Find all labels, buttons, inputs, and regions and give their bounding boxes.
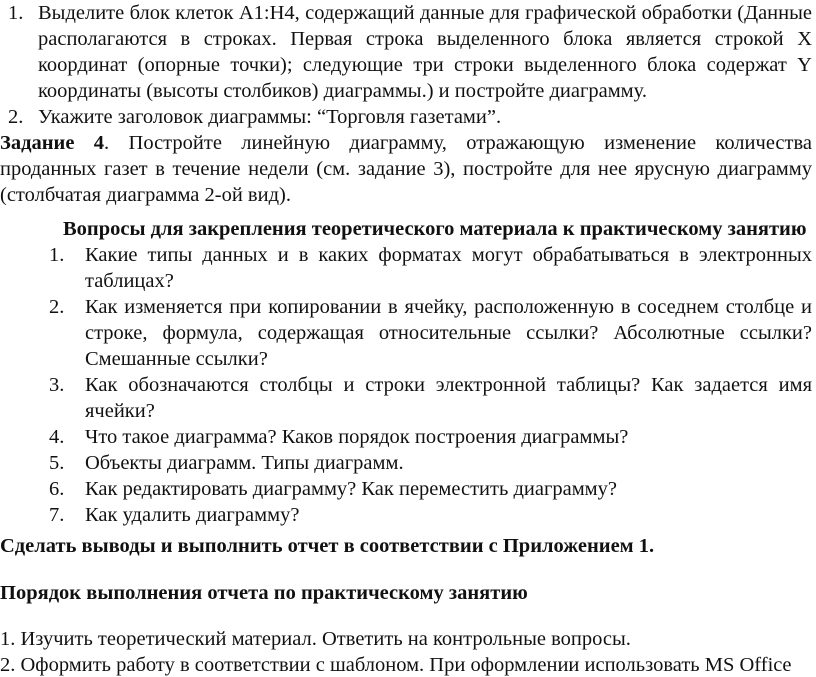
list-item [0, 294, 812, 372]
list-item-text: Объекты диаграмм. Типы диаграмм. [85, 452, 404, 474]
list-item-number: 1. [8, 2, 24, 24]
list-item-number: 2. [49, 296, 65, 318]
list-item-text: Выделите блок клеток А1:Н4, содержащий данные для графической обработки (Данные располагаются в строках. Первая строка выделенного блока является строкой Х координат (опорные точки); следующие три строки выделенного блока содержат Y координаты (высоты столбиков) диаграммы.) и постройте диаграмму. [38, 2, 812, 102]
list-item-text: Как обозначаются столбцы и строки электронной таблицы? Как задается имя ячейки? [85, 374, 812, 422]
list-item-text: Что такое диаграмма? Каков порядок построения диаграммы? [85, 426, 629, 448]
task-4-label: Задание 4 [0, 132, 105, 154]
list-item-number: 2. [8, 106, 24, 128]
list-item [0, 104, 812, 130]
list-item [0, 0, 812, 104]
report-steps [0, 626, 816, 677]
task-4-paragraph [0, 130, 812, 208]
task-4-text: . Постройте линейную диаграмму, отражающую изменение количества проданных газет в течение недели (см. задание 3), постройте для нее ярусную диаграмму (столбчатая диаграмма 2-ой вид). [0, 132, 812, 206]
list-item-number: 1. [49, 244, 65, 266]
report-step: 1. Изучить теоретический материал. Ответить на контрольные вопросы. [0, 628, 631, 650]
list-item-number: 5. [49, 452, 65, 474]
list-item [0, 242, 812, 294]
list-item [0, 424, 812, 450]
list-item-number: 4. [49, 426, 65, 448]
questions-heading: Вопросы для закрепления теоретического материала к практическому занятию [63, 218, 807, 240]
list-item [0, 372, 812, 424]
list-item-number: 6. [49, 478, 65, 500]
list-item-number: 7. [49, 504, 65, 526]
questions-list [0, 242, 812, 528]
instruction-list [0, 0, 812, 130]
list-item [0, 476, 812, 502]
list-item-text: Какие типы данных и в каких форматах могут обрабатываться в электронных таблицах? [85, 244, 812, 292]
list-item [0, 502, 812, 528]
report-order-heading: Порядок выполнения отчета по практическому занятию [0, 582, 528, 604]
list-item-text: Как изменяется при копировании в ячейку, расположенную в соседнем столбце и строке, формула, содержащая относительные ссылки? Абсолютные ссылки? Смешанные ссылки? [85, 296, 812, 370]
list-item-number: 3. [49, 374, 65, 396]
list-item-text: Как редактировать диаграмму? Как переместить диаграмму? [85, 478, 617, 500]
list-item-text: Как удалить диаграмму? [85, 504, 300, 526]
list-item-text: Укажите заголовок диаграммы: “Торговля газетами”. [38, 106, 502, 128]
report-step: 2. Оформить работу в соответствии с шаблоном. При оформлении использовать MS Office [0, 654, 792, 676]
list-item [0, 450, 812, 476]
conclusion-instruction: Сделать выводы и выполнить отчет в соответствии с Приложением 1. [0, 535, 655, 557]
